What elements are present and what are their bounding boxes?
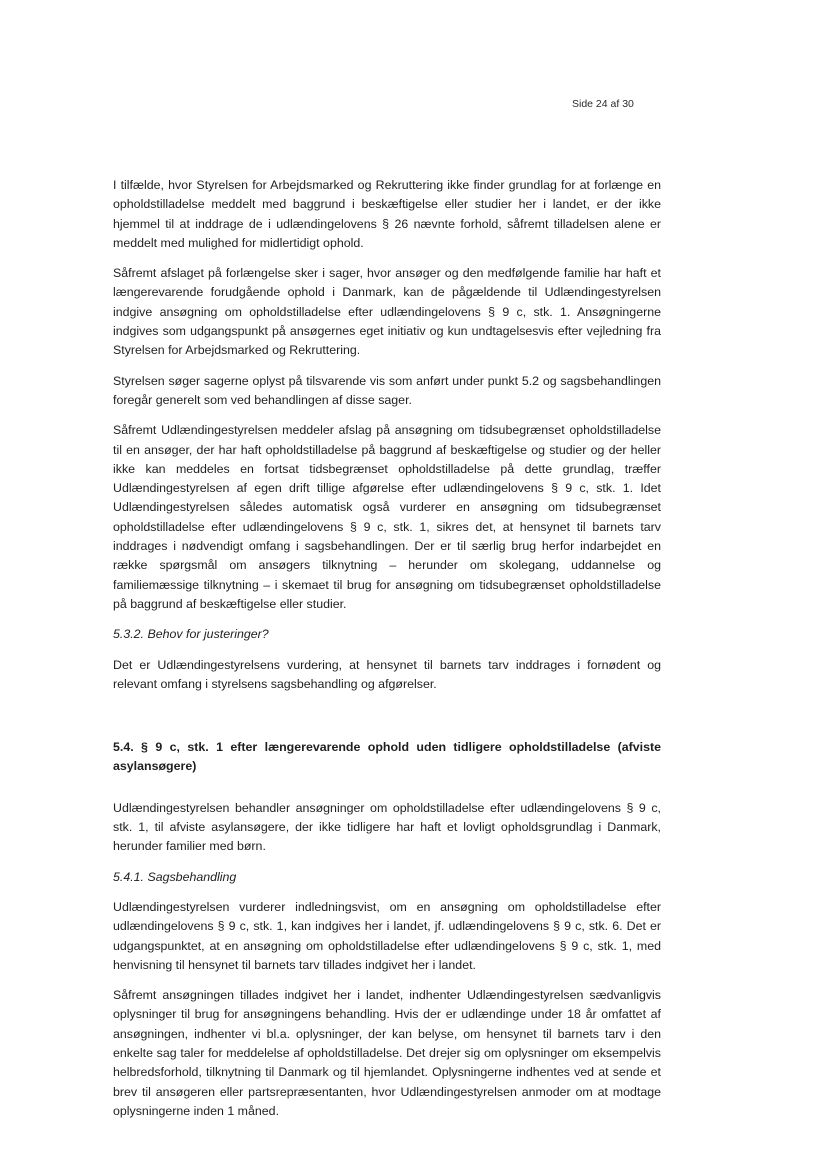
paragraph: I tilfælde, hvor Styrelsen for Arbejdsmarked og Rekruttering ikke finder grundlag for at forlænge en opholdstilladelse meddelt med baggrund i beskæftigelse eller studier her i landet, er der ikke hjemmel til at inddrage de i udlændingelovens § 26 nævnte forhold, såfremt tilladelsen alene er meddelt med mulighed for midlertidigt ophold. xyxy=(113,178,661,250)
paragraph: Såfremt afslaget på forlængelse sker i sager, hvor ansøger og den medfølgende familie har haft et længerevarende forudgående ophold i Danmark, kan de pågældende til Udlændingestyrelsen indgive ansøgning om opholdstilladelse efter udlændingelovens § 9 c, stk. 1. Ansøgningerne indgives som udgangspunkt på ansøgernes eget initiativ og kun undtagelsesvis efter vejledning fra Styrelsen for Arbejdsmarked og Rekruttering. xyxy=(113,266,661,358)
paragraph: Såfremt ansøgningen tillades indgivet her i landet, indhenter Udlændingestyrelsen sædvanligvis oplysninger til brug for ansøgningens behandling. Hvis der er udlændinge under 18 år omfattet af ansøgningen, indhenter vi bl.a. oplysninger, der kan belyse, om hensynet til barnets tarv i den enkelte sag taler for meddelelse af opholdstilladelse. Det drejer sig om oplysninger om eksempelvis helbredsforhold, tilknytning til Danmark og til hjemlandet. Oplysningerne indhentes ved at sende et brev til ansøgeren eller partsrepræsentanten, hvor Udlændingestyrelsen anmoder om at modtage oplysningerne inden 1 måned. xyxy=(113,988,661,1118)
page-number: Side 24 af 30 xyxy=(572,98,634,110)
subsection-heading: 5.3.2. Behov for justeringer? xyxy=(113,627,269,642)
section-heading: 5.4. § 9 c, stk. 1 efter længerevarende ophold uden tidligere opholdstilladelse (afviste asylansøgere) xyxy=(113,740,661,774)
paragraph: Det er Udlændingestyrelsens vurdering, at hensynet til barnets tarv inddrages i fornødent og relevant omfang i styrelsens sagsbehandling og afgørelser. xyxy=(113,657,661,691)
paragraph: Udlændingestyrelsen vurderer indledningsvist, om en ansøgning om opholdstilladelse efter udlændingelovens § 9 c, stk. 1, kan indgives her i landet, jf. udlændingelovens § 9 c, stk. 6. Det er udgangspunktet, at en ansøgning om opholdstilladelse efter udlændingelovens § 9 c, stk. 1, med henvisning til hensynet til barnets tarv tillades indgivet her i landet. xyxy=(113,899,661,972)
document-body xyxy=(113,176,661,1121)
subsection-heading: 5.4.1. Sagsbehandling xyxy=(113,869,237,884)
paragraph: Såfremt Udlændingestyrelsen meddeler afslag på ansøgning om tidsubegrænset opholdstilladelse til en ansøger, der har haft opholdstilladelse på baggrund af beskæftigelse og studier og der heller ikke kan meddeles en fortsat tidsbegrænset opholdstilladelse på dette grundlag, træffer Udlændingestyrelsen af egen drift tillige afgørelse efter udlændingelovens § 9 c, stk. 1. Idet Udlændingestyrelsen således automatisk også vurderer en ansøgning om tidsubegrænset opholdstilladelse efter udlændingelovens § 9 c, stk. 1, sikres det, at hensynet til barnets tarv inddrages i nødvendigt omfang i sagsbehandlingen. Der er til særlig brug herfor indarbejdet en række spørgsmål om ansøgers tilknytning – herunder om skolegang, uddannelse og familiemæssige tilknytning – i skemaet til brug for ansøgning om tidsubegrænset opholdstilladelse på baggrund af beskæftigelse eller studier. xyxy=(113,423,661,611)
paragraph: Udlændingestyrelsen behandler ansøgninger om opholdstilladelse efter udlændingelovens § 9 c, stk. 1, til afviste asylansøgere, der ikke tidligere har haft et lovligt opholdsgrundlag i Danmark, herunder familier med børn. xyxy=(113,800,661,854)
paragraph: Styrelsen søger sagerne oplyst på tilsvarende vis som anført under punkt 5.2 og sagsbehandlingen foregår generelt som ved behandlingen af disse sager. xyxy=(113,373,661,407)
